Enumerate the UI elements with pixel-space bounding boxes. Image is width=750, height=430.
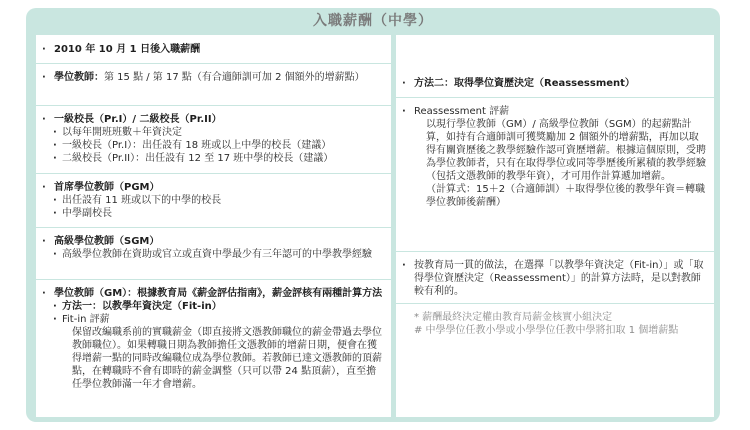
section-gm-methods (42, 287, 385, 391)
principal-item: · 二級校長（Pr.II）：出任設有 12 至 17 班中學的校長（建議） (62, 152, 385, 165)
principal-item: · 一級校長（Pr.I）：出任設有 18 班或以上中學的校長（建議） (62, 139, 385, 152)
section-method-two (402, 77, 708, 90)
sgm-heading: 高級學位教師（SGM） (54, 236, 160, 247)
divider (36, 173, 391, 174)
left-panel (36, 35, 391, 417)
bullet: · (402, 78, 406, 89)
divider (396, 251, 714, 252)
divider (396, 303, 714, 304)
bullet: · (402, 260, 406, 271)
divider (36, 227, 391, 228)
bullet: · (42, 236, 46, 247)
salary-card (26, 8, 720, 422)
section-entry-date (42, 43, 385, 56)
fit-in-paragraph: 保留改編職系前的實職薪金（即直接將文憑教師職位的薪金帶過去學位教師職位）。如果轉職日期為教師擔任文憑教師的增薪日期，便會在獲得增薪一點的同時改編職位成為學位教師。若教師已達文憑教師的頂薪點，在轉職時不會有即時的薪金調整（只可以帶 24 點頂薪），直至擔任學位教師滿一年才會增薪。 (72, 327, 382, 390)
section-graduate-teacher (42, 71, 385, 84)
section-practice (402, 259, 708, 298)
entry-date-text: 2010 年 10 月 1 日後入職薪酬 (54, 44, 201, 55)
reassessment-heading: Reassessment 評薪 (414, 106, 510, 117)
note-final-decision: * 薪酬最終決定權由教育局薪金核實小組決定 (414, 312, 613, 323)
gm-text: 第 15 點 / 第 17 點（有合適師訓可加 2 個額外的增薪點） (104, 72, 365, 83)
bullet: · (42, 114, 46, 125)
reassessment-paragraph: 以現行學位教師（GM）/ 高級學位教師（SGM）的起薪點計算，如持有合適師訓可獲獎勵加 2 個額外的增薪點，再加以取得有關資歷後之教學經驗作認可資歷增薪。根據這個原則，受聘為學位教師者，只有在取得學位或同等學歷後所累積的教學經驗（包括文憑教師的教學年資），才可用作計算遞加增薪。 (426, 119, 706, 182)
divider (36, 279, 391, 280)
fit-in-heading: · Fit-in 評薪 (62, 313, 385, 326)
principal-item: · 以每年開班班數＋年資決定 (62, 126, 385, 139)
note-deduction: # 中學學位任教小學或小學學位任教中學將扣取 1 個增薪點 (414, 325, 679, 336)
bullet: · (402, 106, 406, 117)
pgm-item: · 出任設有 11 班或以下的中學的校長 (62, 194, 385, 207)
bullet: · (42, 182, 46, 193)
notes (402, 311, 708, 337)
practice-text: 按教育局一貫的做法，在選擇「以教學年資決定（Fit-in）」或「取得學位資歷決定（Reassessment）」的計算方法時，是以對教師較有利的。 (414, 260, 704, 297)
divider (396, 97, 714, 98)
right-panel (396, 35, 714, 417)
card-title: 入職薪酬（中學） (313, 13, 433, 29)
reassessment-formula: （計算式：15＋2（合適師訓）＋取得學位後的教學年資＝轉職學位教師後薪酬） (426, 184, 706, 208)
divider (36, 105, 391, 106)
section-pgm (42, 181, 385, 220)
section-sgm (42, 235, 385, 261)
divider (36, 63, 391, 64)
section-reassessment (402, 105, 708, 209)
bullet: · (42, 288, 46, 299)
method-one: · 方法一：以教學年資決定（Fit-in） (62, 300, 385, 313)
method-two: 方法二：取得學位資歷決定（Reassessment） (414, 78, 635, 89)
sgm-item: · 高級學位教師在資助或官立或直資中學最少有三年認可的中學教學經驗 (62, 248, 385, 261)
gm-label: 學位教師： (54, 72, 104, 83)
gm-methods-heading: 學位教師（GM）：根據教育局《薪金評估指南》，薪金評核有兩種計算方法 (54, 288, 383, 299)
bullet: · (42, 72, 46, 83)
pgm-item: · 中學副校長 (62, 207, 385, 220)
section-principal (42, 113, 385, 165)
principal-heading: 一級校長（Pr.I）/ 二級校長（Pr.II） (54, 114, 222, 125)
bullet: · (42, 44, 46, 55)
pgm-heading: 首席學位教師（PGM） (54, 182, 160, 193)
